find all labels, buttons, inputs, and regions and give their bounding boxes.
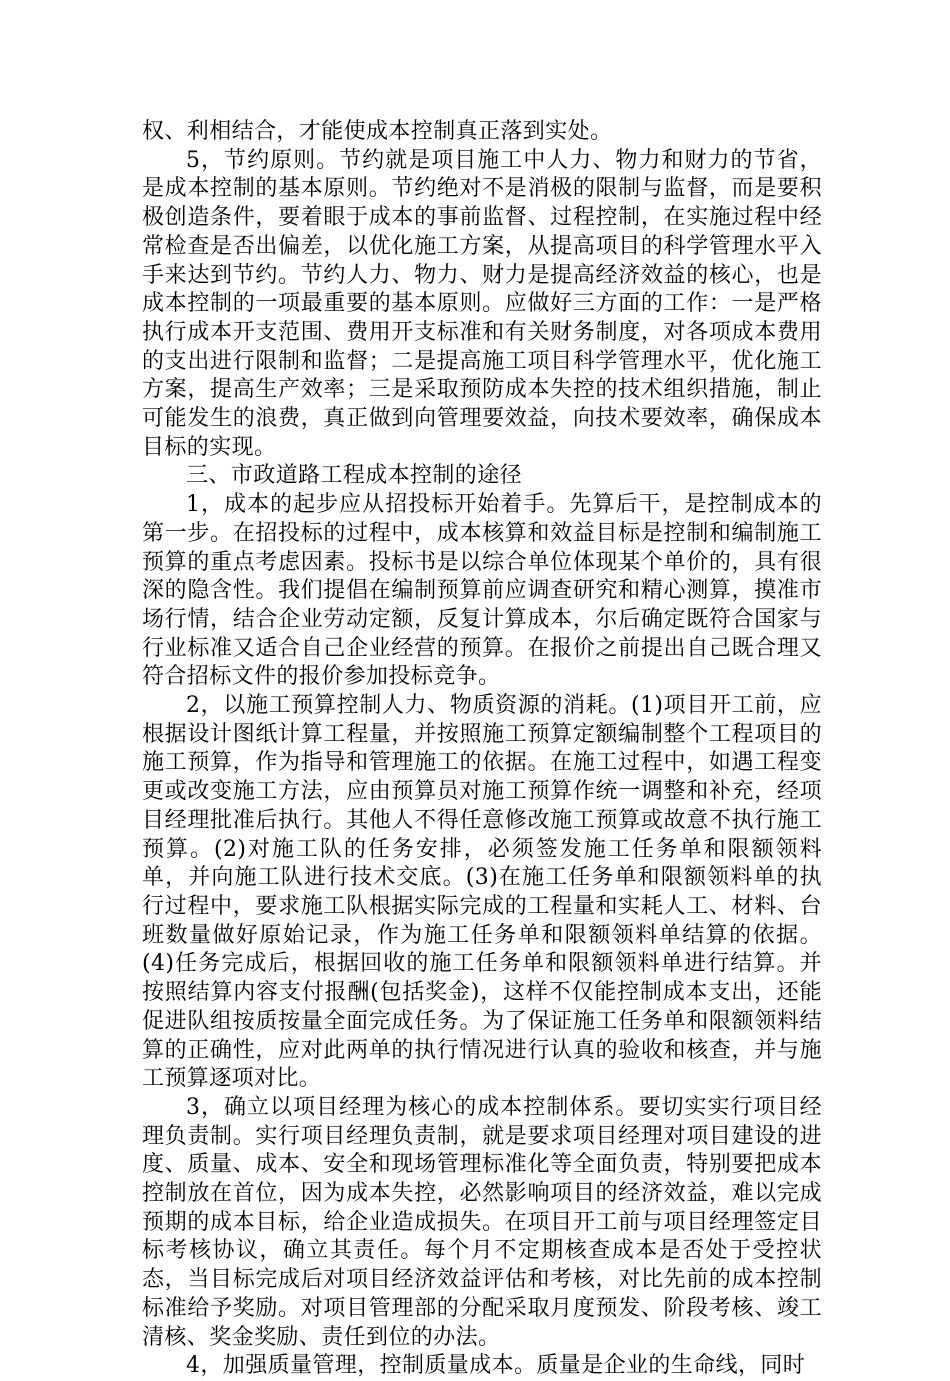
document-page: [142, 118, 822, 1381]
paragraph-quality-management: 4，加强质量管理，控制质量成本。质量是企业的生命线，同时: [186, 1353, 806, 1379]
paragraph-construction-budget: 2，以施工预算控制人力、物质资源的消耗。(1)项目开工前，应根据设计图纸计算工程量，并按照施工预算定额编制整个工程项目的施工预算，作为指导和管理施工的依据。在施工过程中，如遇工程变更或改变施工方法，应由预算员对施工预算作统一调整和补充，经项目经理批准后执行。其他人不得任意修改施工预算或故意不执行施工预算。(2)对施工队的任务安排，必须签发施工任务单和限额领料单，并向施工队进行技术交底。(3)在施工任务单和限额领料单的执行过程中，要求施工队根据实际完成的工程量和实耗人工、材料、台班数量做好原始记录，作为施工任务单和限额领料单结算的依据。(4)任务完成后，根据回收的施工任务单和限额领料单进行结算。并按照结算内容支付报酬(包括奖金)，这样不仅能控制成本支出，还能促进队组按质按量全面完成任务。为了保证施工任务单和限额领料结算的正确性，应对此两单的执行情况进行认真的验收和核查，并与施工预算逐项对比。: [142, 693, 822, 1092]
paragraph-economy-principle: 5，节约原则。节约就是项目施工中人力、物力和财力的节省，是成本控制的基本原则。节约绝对不是消极的限制与监督，而是要积极创造条件，要着眼于成本的事前监督、过程控制，在实施过程中经常检查是否出偏差，以优化施工方案，从提高项目的科学管理水平入手来达到节约。节约人力、物力、财力是提高经济效益的核心，也是成本控制的一项最重要的基本原则。应做好三方面的工作：一是严格执行成本开支范围、费用开支标准和有关财务制度，对各项成本费用的支出进行限制和监督；二是提高施工项目科学管理水平，优化施工方案，提高生产效率；三是采取预防成本失控的技术组织措施，制止可能发生的浪费，真正做到向管理要效益，向技术要效率，确保成本目标的实现。: [142, 147, 822, 460]
paragraph-bidding-start: 1，成本的起步应从招投标开始着手。先算后干，是控制成本的第一步。在招投标的过程中，成本核算和效益目标是控制和编制施工预算的重点考虑因素。投标书是以综合单位体现某个单价的，具有很深的隐含性。我们提倡在编制预算前应调查研究和精心测算，摸准市场行情，结合企业劳动定额，反复计算成本，尔后确定既符合国家与行业标准又适合自己企业经营的预算。在报价之前提出自己既合理又符合招标文件的报价参加投标竞争。: [142, 492, 822, 690]
section-heading-cost-control-approach: 三、市政道路工程成本控制的途径: [186, 463, 523, 489]
paragraph-project-manager-system: 3，确立以项目经理为核心的成本控制体系。要切实实行项目经理负责制。实行项目经理负责制，就是要求项目经理对项目建设的进度、质量、成本、安全和现场管理标准化等全面负责，特别要把成本控制放在首位，因为成本失控，必然影响项目的经济效益，难以完成预期的成本目标，给企业造成损失。在项目开工前与项目经理签定目标考核协议，确立其责任。每个月不定期核查成本是否处于受控状态，当目标完成后对项目经济效益评估和考核，对比先前的成本控制标准给予奖励。对项目管理部的分配采取月度预发、阶段考核、竣工清核、奖金奖励、责任到位的办法。: [142, 1094, 822, 1350]
paragraph-continuation: 权、利相结合，才能使成本控制真正落到实处。: [142, 119, 613, 144]
